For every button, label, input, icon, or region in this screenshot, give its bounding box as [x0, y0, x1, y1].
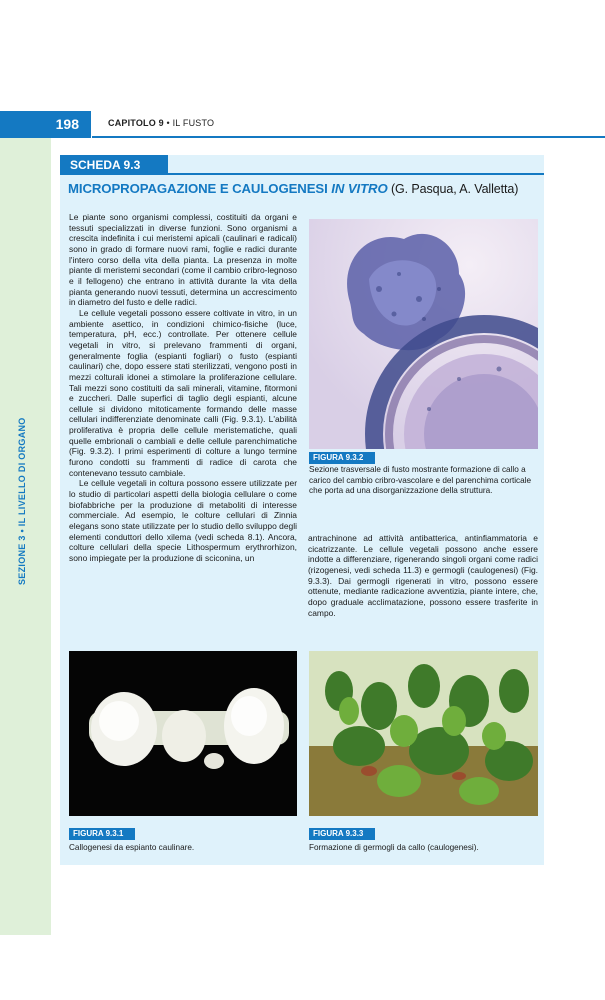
chapter-separator: •: [163, 118, 173, 128]
section-label: SEZIONE 3 • IL LIVELLO DI ORGANO: [17, 417, 27, 585]
body-paragraph: Le cellule vegetali in coltura possono essere utilizzate per lo studio di particolari aspetti della biologia cellulare o come biofabbriche per la produzione di metaboliti di interesse commerciale. Ad esempio, le colture cellulari di Zinnia elegans sono state utilizzate per lo studio dello sviluppo degli elementi conduttori dello xilema (vedi scheda 8.1). Ancora, colture cellulari della specie Lithospermum erythrorhizon, sono impiegate per la produzione di sciconina, un: [69, 478, 297, 563]
shoots-illustration: [309, 651, 538, 816]
body-right-column: antrachinone ad attività antibatterica, antinfiammatoria e cicatrizzante. Le cellule vegetali possono anche essere indotte a differenziare, rigenerando singoli organi come radici (rizogenesi, vedi scheda 11.3) e germogli (caulogenesi) (Fig. 9.3.3). Dai germogli rigenerati in vitro, possono essere ottenute, mediante radicazione avventizia, piante intere, che, dopo graduale acclimatazione, possono essere trasferite in campo.: [308, 533, 538, 618]
figure-9-3-2-caption: Sezione trasversale di fusto mostrante formazione di callo a carico del cambio cribro-vascolare e del parenchima corticale che porta ad una disorganizzazione della struttura.: [309, 465, 532, 495]
figure-9-3-2-label: FIGURA 9.3.2: [309, 452, 375, 464]
chapter-rule: [92, 136, 605, 138]
figure-9-3-1-image: [69, 651, 297, 816]
scheda-title-main: MICROPROPAGAZIONE E CAULOGENESI: [68, 181, 332, 196]
chapter-title: [108, 118, 214, 128]
figure-9-3-3-label: FIGURA 9.3.3: [309, 828, 375, 840]
figure-9-3-3-caption: Formazione di germogli da callo (caulogenesi).: [309, 843, 479, 852]
figure-9-3-1-caption: Callogenesi da espianto caulinare.: [69, 843, 195, 852]
figure-9-3-3-image: [309, 651, 538, 816]
scheda-title-italic: IN VITRO: [331, 181, 388, 196]
scheda-tab: SCHEDA 9.3: [60, 155, 168, 175]
body-left-column: [69, 212, 297, 564]
chapter-label: CAPITOLO 9: [108, 118, 164, 128]
stem-section-illustration: [309, 219, 538, 449]
page-number: 198: [55, 116, 79, 132]
figure-9-3-1-label: FIGURA 9.3.1: [69, 828, 135, 840]
callus-illustration: [69, 651, 297, 816]
body-paragraph: Le cellule vegetali possono essere coltivate in vitro, in un ambiente asettico, in condizioni chimico-fisiche (luce, temperatura, pH, ecc.) controllate. Per ottenere cellule vegetali in vitro, si prelevano frammenti di organi, generalmente foglia (espianti fogliari) o fusto (espianti caulinari) che, dopo essere stati sterilizzati, vengono posti in mezzi colturali idonei a stimolare la proliferazione cellulare. Tali mezzi sono costituiti da sali minerali, vitamine, fitormoni e zuccheri. Dalle superfici di taglio degli espianti, alcune cellule si dividono mitoticamente formando delle masse cellulari indifferenziate denominate calli (Fig. 9.3.1). L'abilità proliferativa è propria delle cellule meristematiche, quali quelle embrionali o cambiali e delle cellule parenchimatiche (Fig. 9.3.2). I primi esperimenti di colture a lungo termine furono condotti su frammenti di radice di carota che contenevano tessuto cambiale.: [69, 307, 297, 478]
figure-9-3-2-image: [309, 219, 538, 449]
scheda-authors: (G. Pasqua, A. Valletta): [387, 182, 519, 196]
body-paragraph: Le piante sono organismi complessi, costituiti da organi e tessuti specializzati in diverse funzioni. Sono organismi a crescita indefinita i cui meristemi apicali (caulinari e radicali) sono in grado di formare nuovi rami, foglie e radici durante l'intero corso della vita della pianta. La presenza in molte piante di meristemi secondari (come il cambio cribro-legnoso e il fellogeno) che entrano in attività durante la vita della pianta generando nuovi tessuti, determina un accrescimento in diametro del fusto e delle radici.: [69, 212, 297, 308]
scheda-title: [68, 181, 518, 196]
chapter-name: IL FUSTO: [172, 118, 215, 128]
